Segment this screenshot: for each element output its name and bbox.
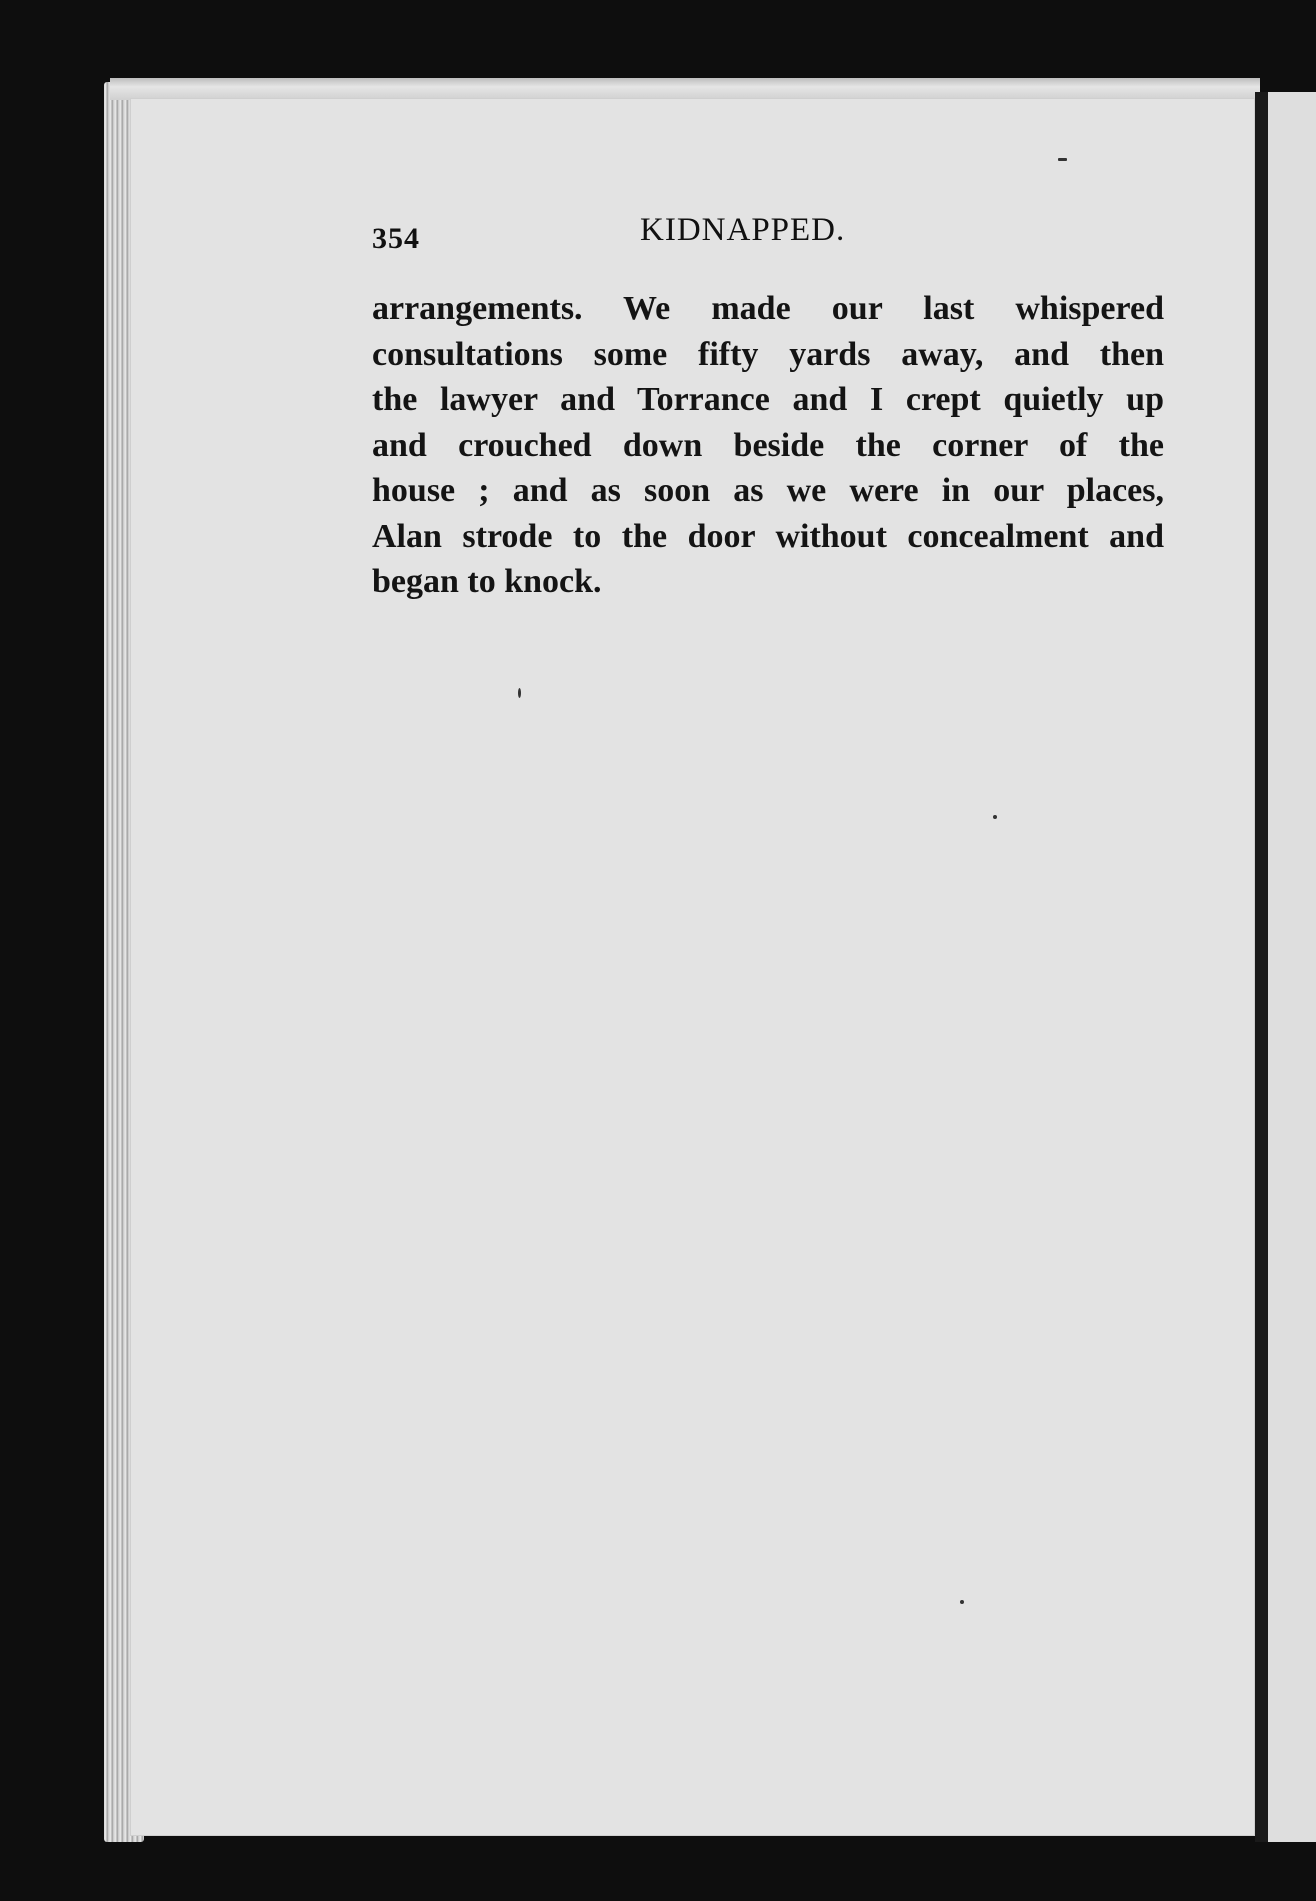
page-number: 354 — [372, 222, 420, 255]
text-line: the lawyer and Torrance and I crept quietly up — [372, 381, 1164, 418]
gutter-shadow — [1255, 92, 1268, 1842]
page-header — [372, 208, 1152, 258]
dust-speck — [1058, 158, 1067, 161]
facing-page-edge — [1268, 92, 1316, 1842]
running-title: KIDNAPPED. — [640, 212, 846, 248]
dust-speck — [518, 688, 521, 698]
top-page-edge — [110, 78, 1260, 100]
text-line: Alan strode to the door without concealment and — [372, 517, 1164, 555]
dust-speck — [960, 1600, 964, 1604]
text-line: and crouched down beside the corner of the — [372, 426, 1164, 464]
text-line: consultations some fifty yards away, and then — [372, 335, 1164, 373]
text-line: house ; and as soon as we were in our places, — [372, 472, 1164, 509]
dust-speck — [993, 815, 997, 819]
text-line: began to knock. — [372, 563, 602, 600]
text-line: arrangements. We made our last whispered — [372, 290, 1164, 327]
body-text — [372, 286, 1164, 605]
